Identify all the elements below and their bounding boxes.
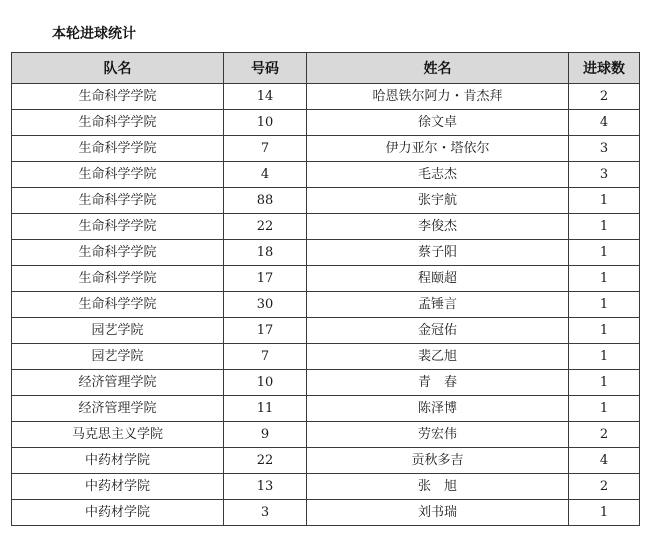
cell-name: 青 春 bbox=[307, 370, 569, 396]
header-team: 队名 bbox=[12, 53, 224, 84]
cell-team: 生命科学学院 bbox=[12, 162, 224, 188]
cell-name: 李俊杰 bbox=[307, 214, 569, 240]
table-row bbox=[12, 214, 640, 240]
cell-goals: 3 bbox=[569, 162, 640, 188]
cell-number: 13 bbox=[224, 474, 307, 500]
table-row bbox=[12, 422, 640, 448]
cell-name: 张 旭 bbox=[307, 474, 569, 500]
table-row bbox=[12, 240, 640, 266]
cell-name: 哈恩铁尔阿力・肯杰拜 bbox=[307, 84, 569, 110]
cell-number: 9 bbox=[224, 422, 307, 448]
cell-goals: 1 bbox=[569, 240, 640, 266]
cell-name: 徐文卓 bbox=[307, 110, 569, 136]
cell-name: 劳宏伟 bbox=[307, 422, 569, 448]
table-row bbox=[12, 266, 640, 292]
table-row bbox=[12, 84, 640, 110]
cell-name: 张宇航 bbox=[307, 188, 569, 214]
page-title: 本轮进球统计 bbox=[52, 26, 136, 42]
cell-number: 22 bbox=[224, 448, 307, 474]
cell-number: 14 bbox=[224, 84, 307, 110]
cell-team: 园艺学院 bbox=[12, 344, 224, 370]
header-number: 号码 bbox=[224, 53, 307, 84]
cell-number: 7 bbox=[224, 344, 307, 370]
cell-team: 园艺学院 bbox=[12, 318, 224, 344]
cell-goals: 2 bbox=[569, 422, 640, 448]
cell-name: 刘书瑞 bbox=[307, 500, 569, 526]
table-row bbox=[12, 292, 640, 318]
cell-number: 7 bbox=[224, 136, 307, 162]
cell-name: 蔡子阳 bbox=[307, 240, 569, 266]
cell-goals: 1 bbox=[569, 370, 640, 396]
cell-team: 生命科学学院 bbox=[12, 110, 224, 136]
table-row bbox=[12, 188, 640, 214]
cell-team: 中药材学院 bbox=[12, 500, 224, 526]
cell-number: 3 bbox=[224, 500, 307, 526]
cell-name: 孟锤言 bbox=[307, 292, 569, 318]
table-row bbox=[12, 110, 640, 136]
cell-goals: 1 bbox=[569, 292, 640, 318]
cell-team: 生命科学学院 bbox=[12, 240, 224, 266]
cell-number: 10 bbox=[224, 370, 307, 396]
table-header-row bbox=[12, 53, 640, 84]
cell-team: 经济管理学院 bbox=[12, 370, 224, 396]
cell-number: 11 bbox=[224, 396, 307, 422]
cell-team: 中药材学院 bbox=[12, 474, 224, 500]
cell-number: 88 bbox=[224, 188, 307, 214]
table-row bbox=[12, 318, 640, 344]
table-row bbox=[12, 448, 640, 474]
cell-number: 18 bbox=[224, 240, 307, 266]
header-goals: 进球数 bbox=[569, 53, 640, 84]
header-name: 姓名 bbox=[307, 53, 569, 84]
cell-number: 22 bbox=[224, 214, 307, 240]
cell-team: 生命科学学院 bbox=[12, 266, 224, 292]
cell-number: 17 bbox=[224, 318, 307, 344]
table-row bbox=[12, 136, 640, 162]
cell-team: 生命科学学院 bbox=[12, 136, 224, 162]
cell-name: 金冠佑 bbox=[307, 318, 569, 344]
cell-name: 裴乙旭 bbox=[307, 344, 569, 370]
cell-goals: 1 bbox=[569, 396, 640, 422]
cell-goals: 3 bbox=[569, 136, 640, 162]
cell-number: 10 bbox=[224, 110, 307, 136]
cell-goals: 1 bbox=[569, 318, 640, 344]
cell-team: 生命科学学院 bbox=[12, 214, 224, 240]
cell-number: 30 bbox=[224, 292, 307, 318]
cell-goals: 4 bbox=[569, 110, 640, 136]
cell-name: 贡秋多吉 bbox=[307, 448, 569, 474]
cell-goals: 2 bbox=[569, 84, 640, 110]
cell-team: 生命科学学院 bbox=[12, 292, 224, 318]
cell-number: 4 bbox=[224, 162, 307, 188]
table-body bbox=[12, 84, 640, 526]
cell-goals: 1 bbox=[569, 500, 640, 526]
cell-number: 17 bbox=[224, 266, 307, 292]
cell-team: 经济管理学院 bbox=[12, 396, 224, 422]
cell-goals: 4 bbox=[569, 448, 640, 474]
cell-name: 毛志杰 bbox=[307, 162, 569, 188]
cell-name: 伊力亚尔・塔依尔 bbox=[307, 136, 569, 162]
table-row bbox=[12, 500, 640, 526]
goal-stats-table bbox=[11, 52, 640, 526]
table-row bbox=[12, 370, 640, 396]
cell-team: 马克思主义学院 bbox=[12, 422, 224, 448]
cell-goals: 1 bbox=[569, 214, 640, 240]
table-row bbox=[12, 396, 640, 422]
cell-name: 陈泽博 bbox=[307, 396, 569, 422]
cell-goals: 1 bbox=[569, 188, 640, 214]
cell-goals: 1 bbox=[569, 266, 640, 292]
cell-team: 生命科学学院 bbox=[12, 188, 224, 214]
cell-goals: 1 bbox=[569, 344, 640, 370]
cell-team: 中药材学院 bbox=[12, 448, 224, 474]
cell-team: 生命科学学院 bbox=[12, 84, 224, 110]
table-row bbox=[12, 474, 640, 500]
table-row bbox=[12, 344, 640, 370]
table-row bbox=[12, 162, 640, 188]
cell-name: 程颐超 bbox=[307, 266, 569, 292]
cell-goals: 2 bbox=[569, 474, 640, 500]
